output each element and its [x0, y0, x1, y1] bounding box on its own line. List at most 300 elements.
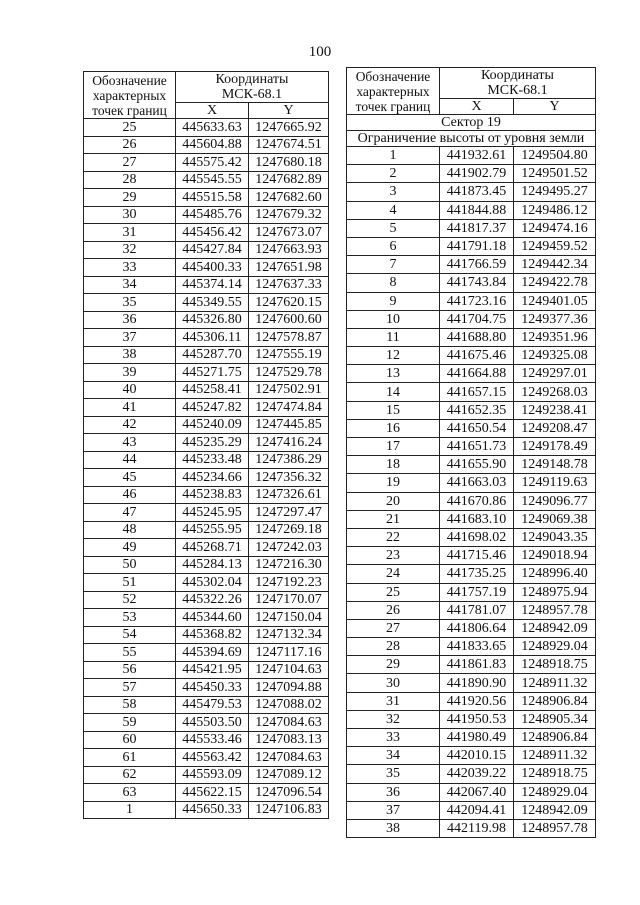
- table-row: [84, 154, 329, 172]
- table-row: [84, 381, 329, 399]
- x-coordinate-cell: 441781.07: [440, 601, 514, 619]
- y-coordinate-cell: 1248918.75: [514, 656, 596, 674]
- x-coordinate-cell: 445533.46: [176, 731, 249, 749]
- table-row: [84, 784, 329, 802]
- y-coordinate-cell: 1248906.84: [514, 692, 596, 710]
- table-row: [84, 451, 329, 469]
- x-coordinate-cell: 441698.02: [440, 528, 514, 546]
- table-row: [84, 539, 329, 557]
- coords-line2-right: МСК-68.1: [487, 83, 548, 98]
- x-coordinate-cell: 441688.80: [440, 328, 514, 346]
- point-number-cell: 5: [347, 219, 440, 237]
- x-coordinate-cell: 441683.10: [440, 510, 514, 528]
- table-row: [347, 383, 596, 401]
- point-number-cell: 61: [84, 749, 176, 767]
- x-coordinate-cell: 441675.46: [440, 347, 514, 365]
- point-number-cell: 33: [84, 259, 176, 277]
- y-coordinate-cell: 1247665.92: [249, 119, 329, 137]
- point-number-cell: 35: [347, 765, 440, 783]
- x-coordinate-cell: 441670.86: [440, 492, 514, 510]
- y-coordinate-cell: 1247555.19: [249, 346, 329, 364]
- table-row: [84, 294, 329, 312]
- point-number-cell: 24: [347, 565, 440, 583]
- x-coordinate-cell: 445233.48: [176, 451, 249, 469]
- table-row: [347, 765, 596, 783]
- x-coordinate-cell: 445575.42: [176, 154, 249, 172]
- table-row: [84, 189, 329, 207]
- point-number-cell: 32: [84, 241, 176, 259]
- table-row: [84, 766, 329, 784]
- y-coordinate-cell: 1248996.40: [514, 565, 596, 583]
- y-coordinate-cell: 1249325.08: [514, 347, 596, 365]
- point-number-cell: 59: [84, 714, 176, 732]
- table-row: [84, 731, 329, 749]
- point-number-cell: 19: [347, 474, 440, 492]
- x-column-header: X: [176, 103, 249, 119]
- y-coordinate-cell: 1247089.12: [249, 766, 329, 784]
- y-coordinate-cell: 1247674.51: [249, 136, 329, 154]
- point-number-cell: 52: [84, 591, 176, 609]
- table-row: [84, 749, 329, 767]
- point-number-cell: 14: [347, 383, 440, 401]
- y-coordinate-cell: 1247445.85: [249, 416, 329, 434]
- table-row: [84, 556, 329, 574]
- x-coordinate-cell: 445479.53: [176, 696, 249, 714]
- point-label-line1: Обозначение: [92, 72, 167, 88]
- x-coordinate-cell: 441833.65: [440, 638, 514, 656]
- x-coordinate-cell: 445421.95: [176, 661, 249, 679]
- y-coordinate-cell: 1247416.24: [249, 434, 329, 452]
- point-number-cell: 15: [347, 401, 440, 419]
- sector-description: Ограничение высоты от уровня земли: [347, 131, 596, 147]
- x-coordinate-cell: 441650.54: [440, 419, 514, 437]
- table-row: [347, 474, 596, 492]
- table-row: [84, 241, 329, 259]
- point-number-cell: 1: [84, 801, 176, 819]
- point-number-cell: 26: [84, 136, 176, 154]
- x-coordinate-cell: 441791.18: [440, 237, 514, 255]
- coords-line1-right: Координаты: [481, 68, 554, 83]
- point-number-cell: 55: [84, 644, 176, 662]
- point-number-cell: 35: [84, 294, 176, 312]
- y-coordinate-cell: 1248942.09: [514, 801, 596, 819]
- x-coordinate-cell: 445287.70: [176, 346, 249, 364]
- table-row: [347, 310, 596, 328]
- y-coordinate-cell: 1248918.75: [514, 765, 596, 783]
- y-coordinate-cell: 1247679.32: [249, 206, 329, 224]
- table-row: [347, 710, 596, 728]
- y-coordinate-cell: 1249501.52: [514, 165, 596, 183]
- point-number-cell: 58: [84, 696, 176, 714]
- table-row: [84, 416, 329, 434]
- y-column-header: Y: [249, 103, 329, 119]
- table-row: [84, 661, 329, 679]
- point-number-cell: 29: [84, 189, 176, 207]
- table-row: [347, 801, 596, 819]
- point-number-cell: 1: [347, 147, 440, 165]
- y-coordinate-cell: 1249018.94: [514, 547, 596, 565]
- y-coordinate-cell: 1248911.32: [514, 674, 596, 692]
- point-number-cell: 47: [84, 504, 176, 522]
- y-coordinate-cell: 1248929.04: [514, 638, 596, 656]
- point-number-cell: 12: [347, 347, 440, 365]
- point-number-cell: 26: [347, 601, 440, 619]
- point-number-cell: 48: [84, 521, 176, 539]
- point-number-cell: 57: [84, 679, 176, 697]
- x-coordinate-cell: 445622.15: [176, 784, 249, 802]
- table-row: [84, 364, 329, 382]
- x-coordinate-cell: 445306.11: [176, 329, 249, 347]
- coordinates-table-left: [83, 71, 329, 819]
- x-coordinate-cell: 445563.42: [176, 749, 249, 767]
- point-number-cell: 34: [347, 747, 440, 765]
- x-coordinate-cell: 445240.09: [176, 416, 249, 434]
- y-coordinate-cell: 1247192.23: [249, 574, 329, 592]
- y-coordinate-cell: 1249495.27: [514, 183, 596, 201]
- page-number: 100: [308, 44, 332, 60]
- table-row: [84, 329, 329, 347]
- x-coordinate-cell: 445394.69: [176, 644, 249, 662]
- y-coordinate-cell: 1247084.63: [249, 714, 329, 732]
- x-coordinate-cell: 442067.40: [440, 783, 514, 801]
- y-coordinate-cell: 1249119.63: [514, 474, 596, 492]
- point-number-cell: 42: [84, 416, 176, 434]
- point-number-cell: 18: [347, 456, 440, 474]
- y-coordinate-cell: 1247083.13: [249, 731, 329, 749]
- table-row: [347, 547, 596, 565]
- x-coordinate-cell: 445485.76: [176, 206, 249, 224]
- y-coordinate-cell: 1247682.60: [249, 189, 329, 207]
- point-number-cell: 23: [347, 547, 440, 565]
- y-coordinate-cell: 1247094.88: [249, 679, 329, 697]
- y-coordinate-cell: 1248929.04: [514, 783, 596, 801]
- coordinates-table-right: [346, 67, 596, 838]
- y-coordinate-cell: 1247106.83: [249, 801, 329, 819]
- y-coordinate-cell: 1249178.49: [514, 438, 596, 456]
- y-coordinate-cell: 1247502.91: [249, 381, 329, 399]
- table-row: [84, 696, 329, 714]
- table-row: [347, 638, 596, 656]
- y-coordinate-cell: 1249422.78: [514, 274, 596, 292]
- table-row: [84, 801, 329, 819]
- x-coordinate-cell: 441890.90: [440, 674, 514, 692]
- point-number-cell: 37: [347, 801, 440, 819]
- point-label-header: [84, 72, 176, 119]
- point-number-cell: 25: [347, 583, 440, 601]
- x-coordinate-cell: 442010.15: [440, 747, 514, 765]
- y-coordinate-cell: 1249442.34: [514, 256, 596, 274]
- table-row: [84, 521, 329, 539]
- x-coordinate-cell: 445235.29: [176, 434, 249, 452]
- table-row: [84, 119, 329, 137]
- x-coordinate-cell: 441715.46: [440, 547, 514, 565]
- x-coordinate-cell: 441844.88: [440, 201, 514, 219]
- x-coordinate-cell: 445400.33: [176, 259, 249, 277]
- table-row: [347, 165, 596, 183]
- x-coordinate-cell: 441873.45: [440, 183, 514, 201]
- point-label-line2: характерных: [92, 87, 167, 103]
- table-row: [84, 206, 329, 224]
- point-number-cell: 22: [347, 528, 440, 546]
- point-number-cell: 30: [347, 674, 440, 692]
- x-coordinate-cell: 441950.53: [440, 710, 514, 728]
- table-row: [347, 656, 596, 674]
- table-row: [347, 201, 596, 219]
- x-coordinate-cell: 441723.16: [440, 292, 514, 310]
- y-coordinate-cell: 1247651.98: [249, 259, 329, 277]
- table-row: [84, 609, 329, 627]
- point-label-line3-right: точек границ: [355, 98, 431, 114]
- x-coordinate-cell: 441743.84: [440, 274, 514, 292]
- point-number-cell: 7: [347, 256, 440, 274]
- x-coordinate-cell: 441980.49: [440, 729, 514, 747]
- y-coordinate-cell: 1247326.61: [249, 486, 329, 504]
- point-number-cell: 8: [347, 274, 440, 292]
- table-row: [84, 346, 329, 364]
- coords-line1: Координаты: [215, 72, 289, 87]
- y-coordinate-cell: 1247170.07: [249, 591, 329, 609]
- y-coordinate-cell: 1247216.30: [249, 556, 329, 574]
- y-coordinate-cell: 1249238.41: [514, 401, 596, 419]
- point-number-cell: 43: [84, 434, 176, 452]
- point-number-cell: 34: [84, 276, 176, 294]
- point-number-cell: 56: [84, 661, 176, 679]
- x-coordinate-cell: 445503.50: [176, 714, 249, 732]
- table-row: [347, 747, 596, 765]
- point-number-cell: 29: [347, 656, 440, 674]
- x-column-header-right: X: [440, 99, 514, 115]
- point-number-cell: 50: [84, 556, 176, 574]
- y-coordinate-cell: 1248906.84: [514, 729, 596, 747]
- y-coordinate-cell: 1247578.87: [249, 329, 329, 347]
- table-row: [347, 619, 596, 637]
- table-row: [347, 219, 596, 237]
- point-number-cell: 44: [84, 451, 176, 469]
- point-number-cell: 45: [84, 469, 176, 487]
- table-row: [347, 292, 596, 310]
- table-row: [84, 486, 329, 504]
- x-coordinate-cell: 441655.90: [440, 456, 514, 474]
- x-coordinate-cell: 445271.75: [176, 364, 249, 382]
- y-coordinate-cell: 1248911.32: [514, 747, 596, 765]
- table-row: [84, 171, 329, 189]
- table-row: [84, 224, 329, 242]
- x-coordinate-cell: 441861.83: [440, 656, 514, 674]
- table-row: [347, 328, 596, 346]
- x-coordinate-cell: 445255.95: [176, 521, 249, 539]
- x-coordinate-cell: 445234.66: [176, 469, 249, 487]
- x-coordinate-cell: 445450.33: [176, 679, 249, 697]
- point-number-cell: 30: [84, 206, 176, 224]
- point-number-cell: 31: [347, 692, 440, 710]
- x-coordinate-cell: 441817.37: [440, 219, 514, 237]
- x-coordinate-cell: 441735.25: [440, 565, 514, 583]
- left-table-body: [84, 119, 329, 819]
- point-number-cell: 62: [84, 766, 176, 784]
- x-coordinate-cell: 441651.73: [440, 438, 514, 456]
- table-row: [347, 565, 596, 583]
- table-row: [84, 469, 329, 487]
- table-row: [347, 438, 596, 456]
- table-row: [84, 679, 329, 697]
- point-number-cell: 4: [347, 201, 440, 219]
- table-row: [84, 259, 329, 277]
- x-coordinate-cell: 445238.83: [176, 486, 249, 504]
- point-number-cell: 49: [84, 539, 176, 557]
- x-coordinate-cell: 441704.75: [440, 310, 514, 328]
- y-column-header-right: Y: [514, 99, 596, 115]
- y-coordinate-cell: 1247682.89: [249, 171, 329, 189]
- point-label-line2-right: характерных: [356, 83, 430, 99]
- table-row: [84, 136, 329, 154]
- point-number-cell: 60: [84, 731, 176, 749]
- table-row: [347, 401, 596, 419]
- x-coordinate-cell: 445515.58: [176, 189, 249, 207]
- x-coordinate-cell: 445344.60: [176, 609, 249, 627]
- table-row: [347, 601, 596, 619]
- x-coordinate-cell: 441766.59: [440, 256, 514, 274]
- x-coordinate-cell: 445633.63: [176, 119, 249, 137]
- table-row: [347, 583, 596, 601]
- x-coordinate-cell: 445268.71: [176, 539, 249, 557]
- sector-title: Сектор 19: [347, 115, 596, 131]
- y-coordinate-cell: 1248957.78: [514, 601, 596, 619]
- x-coordinate-cell: 445302.04: [176, 574, 249, 592]
- coords-header: [176, 72, 329, 103]
- table-row: [84, 399, 329, 417]
- point-number-cell: 38: [347, 819, 440, 837]
- table-row: [84, 644, 329, 662]
- table-row: [84, 574, 329, 592]
- point-number-cell: 3: [347, 183, 440, 201]
- x-coordinate-cell: 441806.64: [440, 619, 514, 637]
- y-coordinate-cell: 1249377.36: [514, 310, 596, 328]
- y-coordinate-cell: 1249486.12: [514, 201, 596, 219]
- point-label-line1-right: Обозначение: [355, 68, 431, 84]
- y-coordinate-cell: 1248905.34: [514, 710, 596, 728]
- y-coordinate-cell: 1249504.80: [514, 147, 596, 165]
- point-number-cell: 53: [84, 609, 176, 627]
- point-number-cell: 10: [347, 310, 440, 328]
- y-coordinate-cell: 1247673.07: [249, 224, 329, 242]
- y-coordinate-cell: 1249268.03: [514, 383, 596, 401]
- table-row: [84, 626, 329, 644]
- table-row: [347, 729, 596, 747]
- y-coordinate-cell: 1248975.94: [514, 583, 596, 601]
- x-coordinate-cell: 445545.55: [176, 171, 249, 189]
- y-coordinate-cell: 1249148.78: [514, 456, 596, 474]
- x-coordinate-cell: 445326.80: [176, 311, 249, 329]
- x-coordinate-cell: 441902.79: [440, 165, 514, 183]
- point-number-cell: 46: [84, 486, 176, 504]
- table-row: [347, 237, 596, 255]
- y-coordinate-cell: 1247269.18: [249, 521, 329, 539]
- point-number-cell: 63: [84, 784, 176, 802]
- x-coordinate-cell: 441932.61: [440, 147, 514, 165]
- table-row: [347, 692, 596, 710]
- y-coordinate-cell: 1247150.04: [249, 609, 329, 627]
- table-row: [347, 256, 596, 274]
- y-coordinate-cell: 1247088.02: [249, 696, 329, 714]
- x-coordinate-cell: 441664.88: [440, 365, 514, 383]
- y-coordinate-cell: 1249297.01: [514, 365, 596, 383]
- table-row: [84, 504, 329, 522]
- table-row: [347, 456, 596, 474]
- point-number-cell: 13: [347, 365, 440, 383]
- point-number-cell: 39: [84, 364, 176, 382]
- point-number-cell: 9: [347, 292, 440, 310]
- table-row: [347, 674, 596, 692]
- table-row: [347, 147, 596, 165]
- point-number-cell: 27: [84, 154, 176, 172]
- table-row: [84, 276, 329, 294]
- table-row: [347, 819, 596, 837]
- x-coordinate-cell: 445349.55: [176, 294, 249, 312]
- y-coordinate-cell: 1247242.03: [249, 539, 329, 557]
- table-row: [84, 311, 329, 329]
- x-coordinate-cell: 445593.09: [176, 766, 249, 784]
- x-coordinate-cell: 445368.82: [176, 626, 249, 644]
- point-number-cell: 36: [347, 783, 440, 801]
- point-number-cell: 51: [84, 574, 176, 592]
- point-number-cell: 21: [347, 510, 440, 528]
- point-number-cell: 11: [347, 328, 440, 346]
- point-number-cell: 37: [84, 329, 176, 347]
- point-number-cell: 27: [347, 619, 440, 637]
- y-coordinate-cell: 1249208.47: [514, 419, 596, 437]
- x-coordinate-cell: 445322.26: [176, 591, 249, 609]
- x-coordinate-cell: 445247.82: [176, 399, 249, 417]
- table-row: [347, 492, 596, 510]
- x-coordinate-cell: 441663.03: [440, 474, 514, 492]
- y-coordinate-cell: 1247117.16: [249, 644, 329, 662]
- y-coordinate-cell: 1247096.54: [249, 784, 329, 802]
- x-coordinate-cell: 445284.13: [176, 556, 249, 574]
- point-number-cell: 6: [347, 237, 440, 255]
- table-row: [347, 365, 596, 383]
- y-coordinate-cell: 1249069.38: [514, 510, 596, 528]
- y-coordinate-cell: 1248957.78: [514, 819, 596, 837]
- x-coordinate-cell: 441657.15: [440, 383, 514, 401]
- x-coordinate-cell: 442094.41: [440, 801, 514, 819]
- x-coordinate-cell: 445374.14: [176, 276, 249, 294]
- point-label-header-right: [347, 68, 440, 115]
- point-number-cell: 31: [84, 224, 176, 242]
- x-coordinate-cell: 445258.41: [176, 381, 249, 399]
- table-row: [84, 714, 329, 732]
- x-coordinate-cell: 445456.42: [176, 224, 249, 242]
- x-coordinate-cell: 445604.88: [176, 136, 249, 154]
- y-coordinate-cell: 1247663.93: [249, 241, 329, 259]
- y-coordinate-cell: 1249096.77: [514, 492, 596, 510]
- point-number-cell: 40: [84, 381, 176, 399]
- y-coordinate-cell: 1247600.60: [249, 311, 329, 329]
- x-coordinate-cell: 445650.33: [176, 801, 249, 819]
- y-coordinate-cell: 1247084.63: [249, 749, 329, 767]
- x-coordinate-cell: 442119.98: [440, 819, 514, 837]
- table-row: [347, 347, 596, 365]
- point-number-cell: 2: [347, 165, 440, 183]
- point-number-cell: 36: [84, 311, 176, 329]
- y-coordinate-cell: 1249043.35: [514, 528, 596, 546]
- right-table-body: [347, 147, 596, 838]
- point-number-cell: 28: [347, 638, 440, 656]
- table-row: [347, 274, 596, 292]
- table-row: [347, 510, 596, 528]
- y-coordinate-cell: 1249401.05: [514, 292, 596, 310]
- x-coordinate-cell: 441652.35: [440, 401, 514, 419]
- y-coordinate-cell: 1247529.78: [249, 364, 329, 382]
